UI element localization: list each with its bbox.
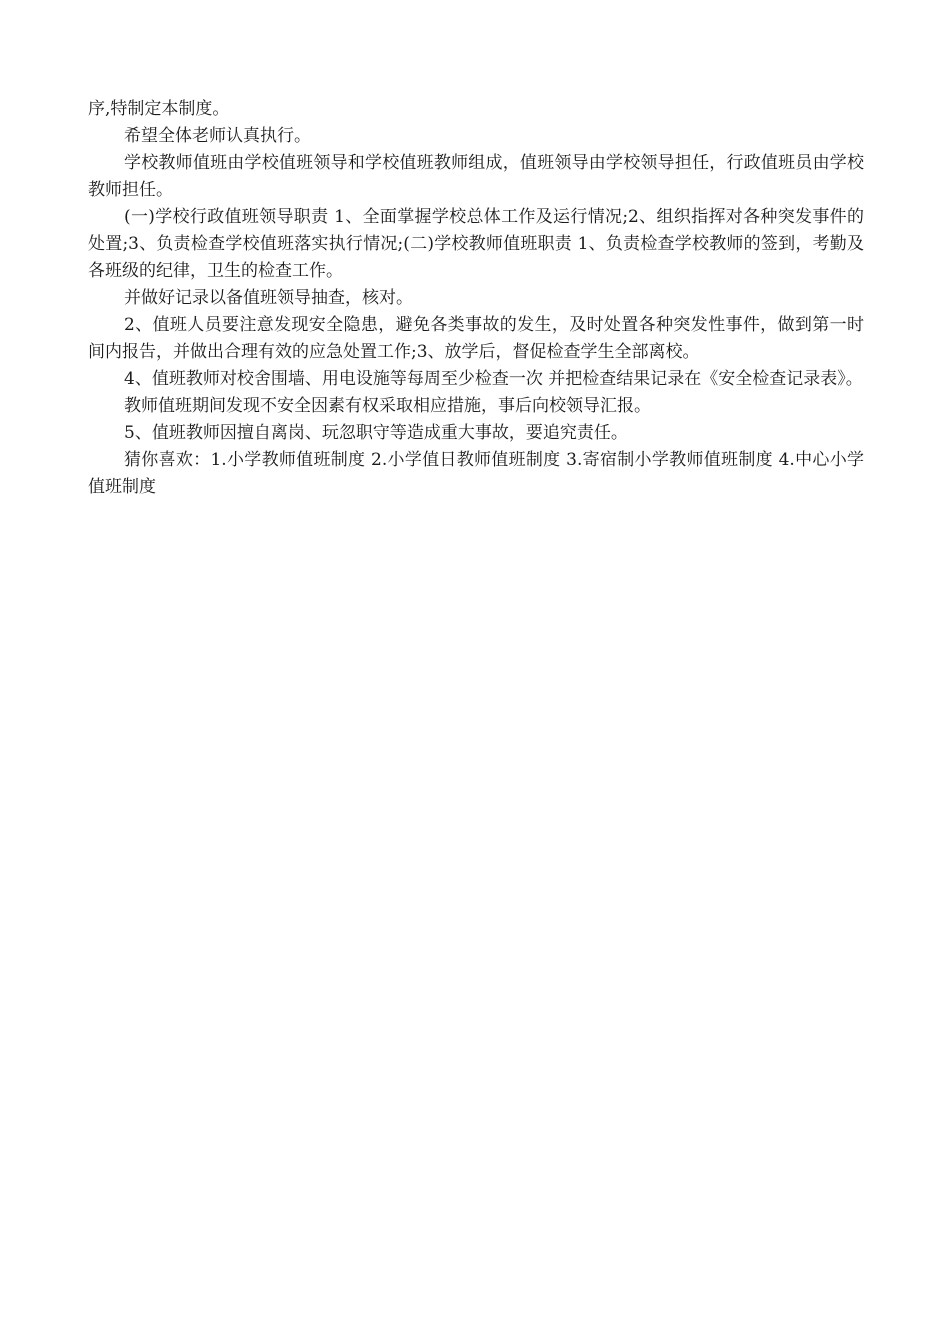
paragraph-intro-tail: 序,特制定本制度。 (88, 99, 230, 119)
paragraph-hope: 希望全体老师认真执行。 (124, 126, 311, 146)
paragraph-related-links: 猜你喜欢：1.小学教师值班制度 2.小学值日教师值班制度 3.寄宿制小学教师值班制度 4.中心小学值班制度 (88, 450, 864, 497)
paragraph-composition: 学校教师值班由学校值班领导和学校值班教师组成，值班领导由学校领导担任，行政值班员由学校教师担任。 (88, 153, 864, 200)
paragraph-inspection: 4、值班教师对校舍围墙、用电设施等每周至少检查一次 并把检查结果记录在《安全检查记录表》。 (124, 369, 863, 389)
paragraph-accountability: 5、值班教师因擅自离岗、玩忽职守等造成重大事故，要追究责任。 (124, 423, 628, 443)
paragraph-measures: 教师值班期间发现不安全因素有权采取相应措施，事后向校领导汇报。 (124, 396, 651, 416)
document-body (88, 96, 864, 501)
paragraph-safety: 2、值班人员要注意发现安全隐患，避免各类事故的发生，及时处置各种突发性事件，做到第一时间内报告，并做出合理有效的应急处置工作;3、放学后，督促检查学生全部离校。 (88, 315, 864, 362)
paragraph-records: 并做好记录以备值班领导抽查，核对。 (124, 288, 413, 308)
paragraph-duties: (一)学校行政值班领导职责 1、全面掌握学校总体工作及运行情况;2、组织指挥对各种突发事件的处置;3、负责检查学校值班落实执行情况;(二)学校教师值班职责 1、负责检查学校教师的签到，考勤及各班级的纪律，卫生的检查工作。 (88, 207, 864, 281)
